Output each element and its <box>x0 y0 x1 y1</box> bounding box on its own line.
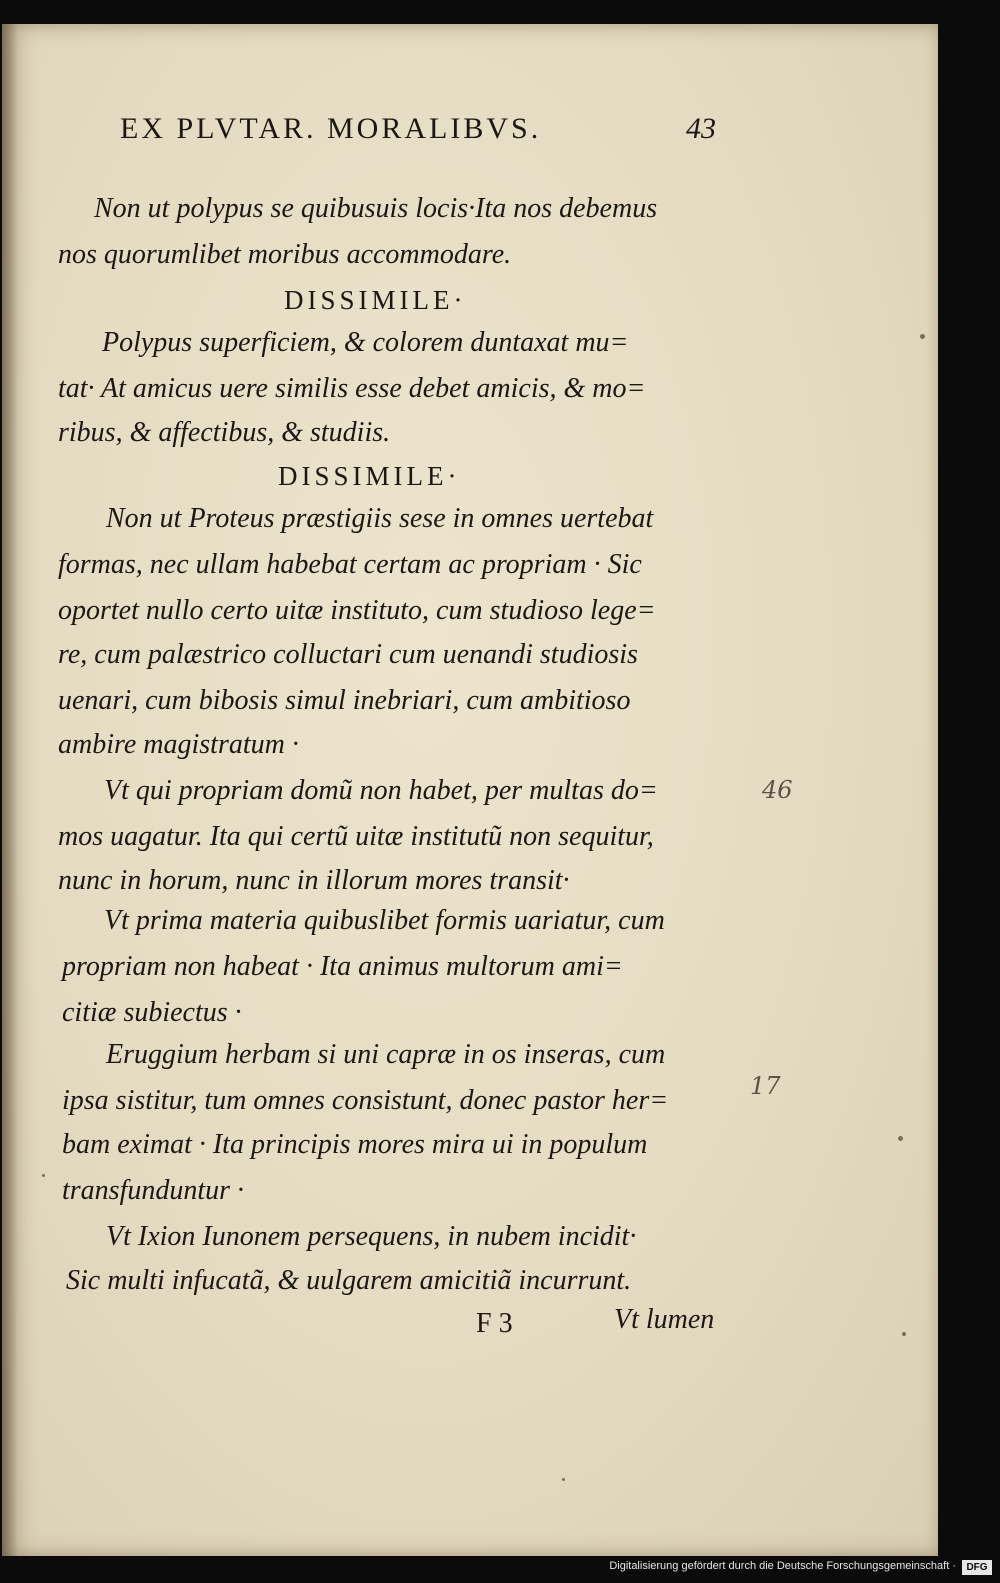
page-number: 43 <box>686 112 716 145</box>
signature-mark: F 3 <box>476 1308 513 1339</box>
section-heading: DISSIMILE· <box>278 461 461 491</box>
text-line: citiæ subiectus · <box>62 997 242 1028</box>
marginal-note: 46 <box>762 776 793 804</box>
text-line: Polypus superficiem, & colorem duntaxat mu= <box>102 327 629 358</box>
text-line: nos quorumlibet moribus accommodare. <box>58 239 512 270</box>
text-line: Vt qui propriam domũ non habet, per multas do= <box>104 775 658 806</box>
text-line: Non ut polypus se quibusuis locis·Ita nos debemus <box>94 193 658 224</box>
text-line: ipsa sistitur, tum omnes consistunt, donec pastor her= <box>62 1085 669 1116</box>
paper-speck <box>42 1174 45 1177</box>
text-line: ambire magistratum · <box>58 729 299 760</box>
paper-speck <box>902 1332 906 1336</box>
text-line: bam eximat · Ita principis mores mira ui in populum <box>62 1129 648 1160</box>
text-line: Eruggium herbam si uni capræ in os inseras, cum <box>106 1039 666 1070</box>
text-line: oportet nullo certo uitæ instituto, cum studioso lege= <box>58 595 656 626</box>
paper-speck <box>920 334 925 339</box>
footer-bar <box>0 1556 1000 1583</box>
marginal-note: 17 <box>750 1072 781 1100</box>
text-line: Sic multi infucatã, & uulgarem amicitiã incurrunt. <box>66 1265 632 1296</box>
footer-credit: Digitalisierung gefördert durch die Deutsche Forschungsgemeinschaft · <box>609 1560 956 1572</box>
text-line: tat· At amicus uere similis esse debet amicis, & mo= <box>58 373 646 404</box>
text-line: re, cum palæstrico colluctari cum uenandi studiosis <box>58 639 638 670</box>
text-line: mos uagatur. Ita qui certũ uitæ institutũ non sequitur, <box>58 821 654 852</box>
text-line: propriam non habeat · Ita animus multorum ami= <box>62 951 623 982</box>
book-page <box>2 24 938 1556</box>
dfg-logo: DFG <box>962 1560 992 1575</box>
text-line: ribus, & affectibus, & studiis. <box>58 417 391 448</box>
text-line: uenari, cum bibosis simul inebriari, cum ambitioso <box>58 685 631 716</box>
paper-speck <box>562 1478 565 1481</box>
text-line: Vt prima materia quibuslibet formis uariatur, cum <box>104 905 665 936</box>
text-line: formas, nec ullam habebat certam ac propriam · Sic <box>58 549 642 580</box>
running-title: EX PLVTAR. MORALIBVS. <box>120 112 542 145</box>
section-heading: DISSIMILE· <box>284 285 467 315</box>
text-line: Vt Ixion Iunonem persequens, in nubem incidit· <box>106 1221 637 1252</box>
paper-speck <box>898 1136 903 1141</box>
catchword: Vt lumen <box>614 1304 715 1335</box>
text-line: transfunduntur · <box>62 1175 245 1206</box>
text-line: nunc in horum, nunc in illorum mores transit· <box>58 865 570 896</box>
text-line: Non ut Proteus præstigiis sese in omnes uertebat <box>106 503 654 534</box>
gutter-shadow <box>2 24 18 1556</box>
